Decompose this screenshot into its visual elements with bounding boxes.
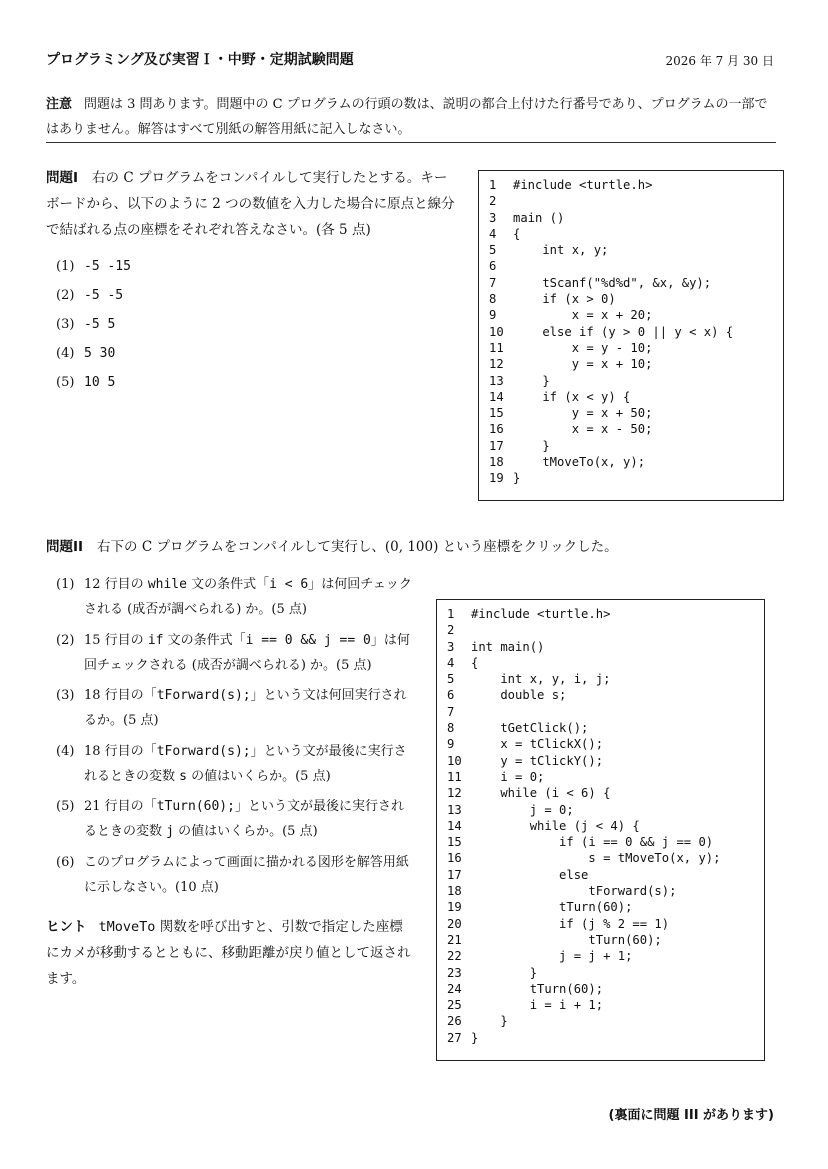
question-2-label: 問題II [46, 539, 84, 555]
item-number: (6) [56, 854, 75, 870]
code-text: tScanf("%d%d", &x, &y); [513, 275, 712, 290]
item-code: while [147, 577, 187, 592]
item-text: 文の条件式「 [163, 632, 246, 648]
code-text: } [513, 438, 550, 453]
line-number: 19 [447, 900, 462, 915]
code-line [489, 454, 775, 470]
line-number: 12 [447, 786, 462, 801]
code-text: tMoveTo(x, y); [513, 455, 646, 470]
hint [46, 914, 414, 992]
line-number: 1 [489, 178, 497, 192]
code-text: #include <turtle.h> [513, 178, 653, 192]
line-number: 7 [447, 704, 455, 719]
code-line [447, 720, 756, 736]
line-number: 14 [447, 818, 462, 833]
question-1-text: 右の C プログラムをコンパイルして実行したとする。キーボードから、以下のように 2 つの数値を入力した場合に原点と線分で結ばれる点の座標をそれぞれ答えなさい。(各 5 点) [46, 170, 455, 238]
line-number: 5 [489, 243, 497, 258]
item-number: (2) [56, 632, 75, 648]
item-number: (2) [56, 288, 75, 303]
item-number: (4) [56, 743, 75, 759]
line-number: 18 [489, 455, 504, 470]
code-text: tTurn(60); [471, 900, 633, 915]
item-number: (5) [56, 375, 75, 390]
line-number: 23 [447, 965, 462, 980]
question-1-items [56, 254, 436, 399]
code-line [489, 438, 775, 454]
question-1-statement [46, 165, 456, 243]
code-line [489, 373, 775, 389]
line-number: 27 [447, 1030, 462, 1045]
item-code: tForward(s); [156, 743, 251, 759]
question-2-item [56, 850, 416, 900]
item-code: i == 0 && j == 0 [245, 632, 371, 648]
item-text: 15 行目の [84, 632, 148, 648]
line-number: 5 [447, 672, 455, 687]
code-line [489, 291, 775, 307]
code-text: } [471, 965, 538, 980]
item-input: -5 -5 [84, 288, 124, 303]
code-text: tForward(s); [471, 884, 677, 899]
code-line [489, 405, 775, 421]
line-number: 25 [447, 998, 462, 1013]
code-text: if (x > 0) [513, 292, 616, 307]
item-code: j [166, 824, 174, 839]
code-line [447, 736, 756, 752]
code-text: i = 0; [471, 769, 545, 784]
code-line [447, 671, 756, 687]
code-line [447, 932, 756, 948]
code-text: y = tClickY(); [471, 753, 604, 768]
line-number: 14 [489, 389, 504, 404]
code-text: { [471, 655, 479, 670]
line-number: 8 [447, 721, 455, 736]
line-number: 16 [489, 422, 504, 437]
item-text: の値はいくらか。(5 点) [173, 824, 318, 839]
code-text: tGetClick(); [471, 721, 589, 736]
item-code: if [147, 632, 164, 648]
hint-label: ヒント [46, 919, 87, 935]
code-text: } [471, 1030, 479, 1045]
line-number: 1 [447, 607, 455, 621]
item-code: tTurn(60); [156, 799, 235, 814]
question-1-item [56, 370, 436, 399]
code-line [447, 639, 756, 655]
code-text: } [513, 471, 521, 486]
code-line [447, 655, 756, 671]
item-text: 12 行目の [84, 577, 148, 592]
question-2-item [56, 683, 416, 733]
code-text: if (x < y) { [513, 389, 631, 404]
item-input: -5 -15 [84, 259, 131, 274]
question-2-item [56, 794, 416, 844]
line-number: 17 [447, 867, 462, 882]
item-text: 」は何回チェックされる (成否が調べられる) か。(5 点) [84, 577, 412, 617]
line-number: 16 [447, 851, 462, 866]
item-code: s [179, 768, 187, 784]
line-number: 3 [489, 210, 497, 225]
item-number: (4) [56, 346, 75, 361]
code-text: } [471, 1014, 508, 1029]
code-line [447, 948, 756, 964]
code-text: y = x + 10; [513, 357, 653, 372]
line-number: 2 [447, 623, 455, 638]
line-number: 13 [489, 373, 504, 388]
code-line [447, 687, 756, 703]
question-2-item [56, 572, 416, 622]
hint-text: 関数を呼び出すと、引数で指定した座標にカメが移動するとともに、移動距離が戻り値として返されます。 [46, 919, 411, 987]
code-line [447, 997, 756, 1013]
code-text: main () [513, 210, 565, 225]
code-line [447, 981, 756, 997]
line-number: 19 [489, 471, 504, 486]
code-text: else if (y > 0 || y < x) { [513, 324, 734, 339]
code-text: x = tClickX(); [471, 737, 604, 752]
item-code: tForward(s); [156, 688, 251, 703]
line-number: 11 [447, 769, 462, 784]
code-text: int main() [471, 639, 545, 654]
line-number: 26 [447, 1014, 462, 1029]
code-line [489, 226, 775, 242]
code-line [447, 867, 756, 883]
header-divider [46, 142, 776, 143]
line-number: 10 [447, 753, 462, 768]
line-number: 11 [489, 340, 504, 355]
code-line [447, 818, 756, 834]
code-text: { [513, 226, 521, 241]
code-line [489, 340, 775, 356]
line-number: 6 [447, 688, 455, 703]
code-line [447, 899, 756, 915]
line-number: 20 [447, 916, 462, 931]
code-line [447, 753, 756, 769]
code-line [489, 275, 775, 291]
code-line [447, 834, 756, 850]
line-number: 21 [447, 932, 462, 947]
code-line [489, 389, 775, 405]
item-text: 」という文が最後に実行されるときの変数 [84, 743, 407, 784]
item-text: 」という文が最後に実行されるときの変数 [84, 799, 404, 839]
line-number: 12 [489, 357, 504, 372]
line-number: 9 [447, 737, 455, 752]
question-2-item [56, 628, 416, 678]
code-line [489, 356, 775, 372]
code-line [489, 193, 775, 209]
line-number: 4 [447, 655, 455, 670]
code-text: x = x + 20; [513, 308, 653, 323]
question-2-statement [46, 534, 766, 560]
question-1-code-listing [478, 170, 784, 501]
notice [46, 92, 776, 142]
item-number: (3) [56, 317, 75, 332]
line-number: 9 [489, 308, 497, 323]
notice-label: 注意 [46, 97, 73, 112]
code-text: if (j % 2 == 1) [471, 916, 670, 931]
line-number: 15 [489, 406, 504, 421]
code-line [447, 785, 756, 801]
item-number: (3) [56, 688, 75, 703]
code-text: tTurn(60); [471, 981, 604, 996]
code-text: i = i + 1; [471, 998, 604, 1013]
code-text: while (j < 4) { [471, 818, 640, 833]
code-line [489, 324, 775, 340]
code-text: j = j + 1; [471, 949, 633, 964]
line-number: 24 [447, 981, 462, 996]
line-number: 17 [489, 438, 504, 453]
line-number: 8 [489, 292, 497, 307]
item-text: 文の条件式「 [186, 577, 270, 592]
question-1-label: 問題I [46, 170, 79, 186]
line-number: 22 [447, 949, 462, 964]
code-text: if (i == 0 && j == 0) [471, 835, 714, 850]
line-number: 2 [489, 194, 497, 209]
code-text: else [471, 867, 589, 882]
code-text: while (i < 6) { [471, 786, 611, 801]
code-line [447, 850, 756, 866]
code-text: x = x - 50; [513, 422, 653, 437]
line-number: 15 [447, 835, 462, 850]
notice-text: 問題は 3 問あります。問題中の C プログラムの行頭の数は、説明の都合上付けた行番号であり、プログラムの一部ではありません。解答はすべて別紙の解答用紙に記入しなさい。 [46, 97, 768, 137]
code-line [489, 470, 775, 486]
item-text: このプログラムによって画面に描かれる図形を解答用紙に示しなさい。(10 点) [84, 854, 409, 895]
item-input: 10 5 [84, 375, 116, 390]
line-number: 13 [447, 802, 462, 817]
code-text: } [513, 373, 550, 388]
question-2-code-listing [436, 599, 765, 1061]
line-number: 7 [489, 275, 497, 290]
code-text: #include <turtle.h> [471, 607, 611, 621]
code-text: int x, y, i, j; [471, 672, 611, 687]
line-number: 4 [489, 226, 497, 241]
item-code: i < 6 [269, 577, 309, 592]
question-1-item [56, 312, 436, 341]
item-number: (1) [56, 577, 75, 592]
code-line [447, 1030, 756, 1046]
line-number: 6 [489, 259, 497, 274]
code-line [489, 421, 775, 437]
hint-code: tMoveTo [98, 919, 156, 935]
question-2-item [56, 739, 416, 789]
item-input: 5 30 [84, 346, 116, 361]
code-text: s = tMoveTo(x, y); [471, 851, 721, 866]
code-line [447, 802, 756, 818]
code-line [447, 769, 756, 785]
code-text: double s; [471, 688, 567, 703]
code-line [489, 258, 775, 274]
question-1-item [56, 283, 436, 312]
code-line [489, 242, 775, 258]
code-line [489, 307, 775, 323]
item-input: -5 5 [84, 317, 116, 332]
code-text: int x, y; [513, 243, 609, 258]
code-line [447, 965, 756, 981]
line-number: 10 [489, 324, 504, 339]
item-number: (5) [56, 799, 75, 814]
item-text: の値はいくらか。(5 点) [186, 768, 331, 784]
item-number: (1) [56, 259, 75, 274]
item-text: 」という文は何回実行されるか。(5 点) [84, 688, 407, 728]
code-line [447, 1013, 756, 1029]
code-text: x = y - 10; [513, 340, 653, 355]
code-line [447, 916, 756, 932]
code-text: y = x + 50; [513, 406, 653, 421]
next-page-note: (裏面に問題 III があります) [608, 1108, 774, 1123]
code-line [447, 883, 756, 899]
code-line [447, 704, 756, 720]
code-line [489, 210, 775, 226]
item-text: 18 行目の「 [84, 743, 157, 759]
code-text: j = 0; [471, 802, 574, 817]
question-1-item [56, 254, 436, 283]
code-line [447, 606, 756, 622]
question-2-items [56, 572, 416, 905]
question-1-item [56, 341, 436, 370]
item-text: 」は何回チェックされる (成否が調べられる) か。(5 点) [84, 632, 410, 673]
exam-title: プログラミング及び実習Ｉ・中野・定期試験問題 [46, 52, 354, 68]
code-line [447, 622, 756, 638]
line-number: 18 [447, 884, 462, 899]
exam-date: 2026 年 7 月 30 日 [665, 54, 774, 68]
code-line [489, 177, 775, 193]
item-text: 21 行目の「 [84, 799, 157, 814]
line-number: 3 [447, 639, 455, 654]
question-2-text: 右下の C プログラムをコンパイルして実行し、(0, 100) という座標をクリックした。 [97, 539, 618, 555]
code-text: tTurn(60); [471, 932, 662, 947]
item-text: 18 行目の「 [84, 688, 157, 703]
